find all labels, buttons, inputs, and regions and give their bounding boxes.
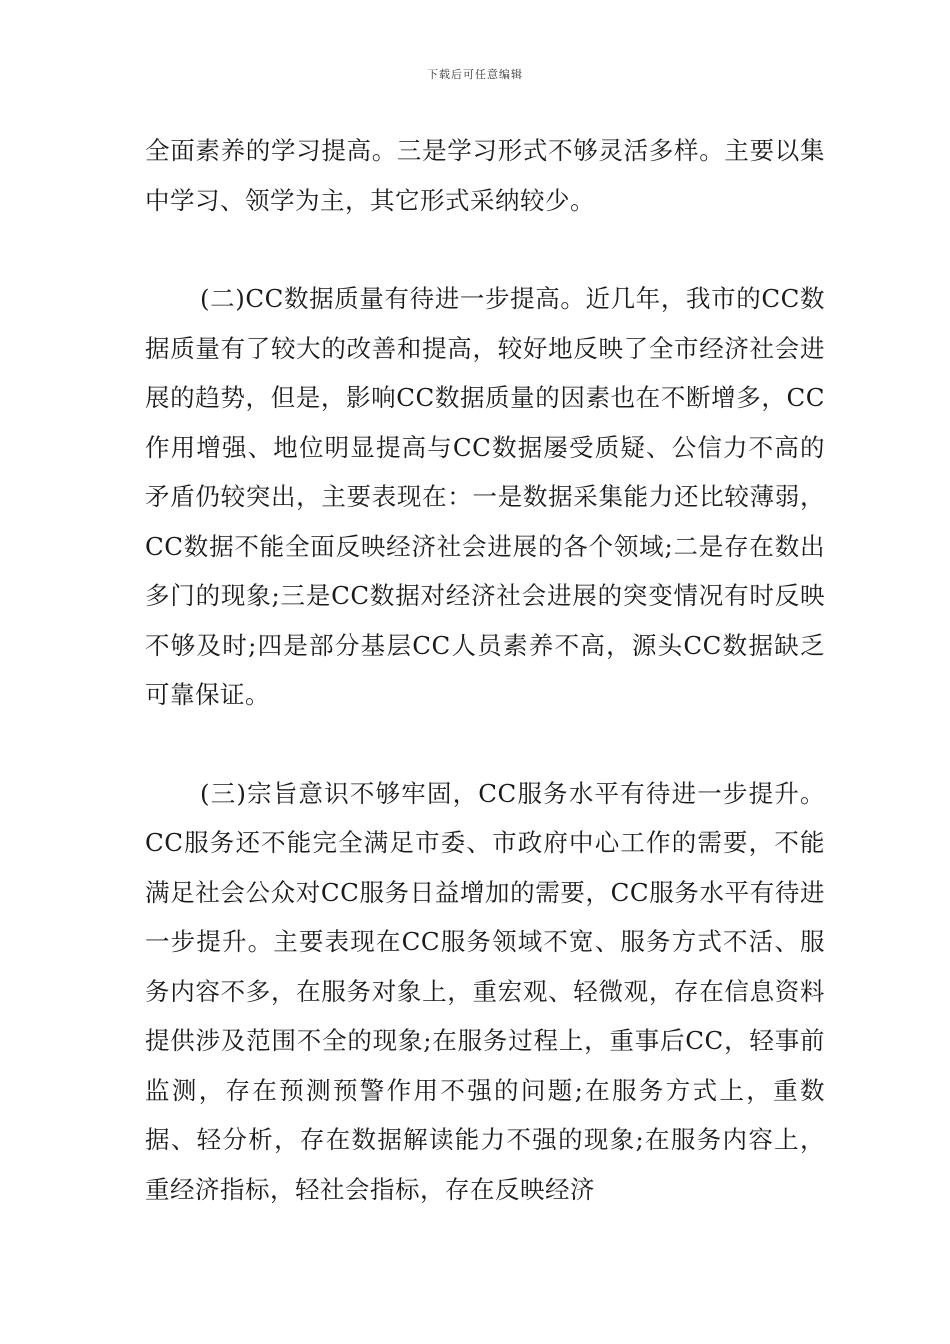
document-body xyxy=(145,126,825,1214)
paragraph-section-three: (三)宗旨意识不够牢固，CC服务水平有待进一步提升。CC服务还不能完全满足市委、市政府中心工作的需要，不能满足社会公众对CC服务日益增加的需要，CC服务水平有待进一步提升。主要表现在CC服务领域不宽、服务方式不活、服务内容不多，在服务对象上，重宏观、轻微观，存在信息资料提供涉及范围不全的现象;在服务过程上，重事后CC，轻事前监测，存在预测预警作用不强的问题;在服务方式上，重数据、轻分析，存在数据解读能力不强的现象;在服务内容上，重经济指标，轻社会指标，存在反映经济 xyxy=(145,778,825,1204)
header-note: 下载后可任意编辑 xyxy=(427,68,523,81)
paragraph-continuation: 全面素养的学习提高。三是学习形式不够灵活多样。主要以集中学习、领学为主，其它形式采纳较少。 xyxy=(145,136,825,215)
paragraph-section-two: (二)CC数据质量有待进一步提高。近几年，我市的CC数据质量有了较大的改善和提高，较好地反映了全市经济社会进展的趋势，但是，影响CC数据质量的因素也在不断增多，CC作用增强、地位明显提高与CC数据屡受质疑、公信力不高的矛盾仍较突出，主要表现在：一是数据采集能力还比较薄弱，CC数据不能全面反映经济社会进展的各个领域;二是存在数出多门的现象;三是CC数据对经济社会进展的突变情况有时反映不够及时;四是部分基层CC人员素养不高，源头CC数据缺乏可靠保证。 xyxy=(145,284,825,709)
